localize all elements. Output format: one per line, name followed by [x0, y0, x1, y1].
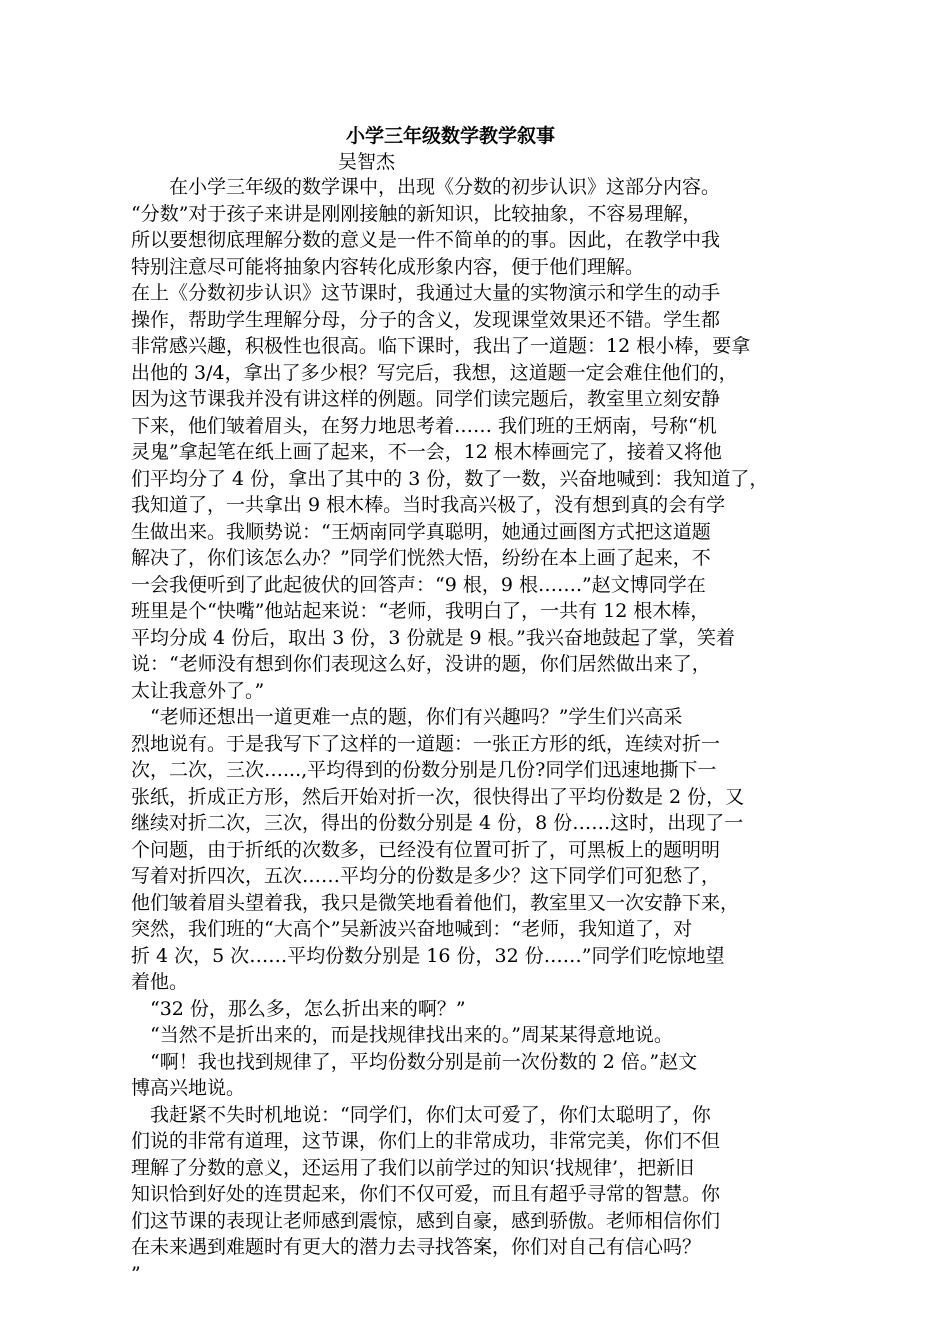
document-body — [131, 174, 821, 1287]
body-line: 突然，我们班的“大高个”吴新波兴奋地喊到：“老师，我知道了，对 — [131, 918, 693, 940]
body-line: 说：“老师没有想到你们表现这么好，没讲的题，你们居然做出来了， — [131, 653, 711, 675]
body-line: 们这节课的表现让老师感到震惊，感到自豪，感到骄傲。老师相信你们 — [131, 1209, 721, 1232]
body-line: 操作，帮助学生理解分母，分子的含义，发现课堂效果还不错。学生都 — [131, 308, 721, 331]
body-line: 在上《分数初步认识》这节课时，我通过大量的实物演示和学生的动手 — [131, 282, 721, 304]
body-line: 平均分成 4 份后，取出 3 份，3 份就是 9 根。”我兴奋地鼓起了掌，笑着 — [131, 626, 735, 649]
body-line: 太让我意外了。” — [131, 679, 265, 702]
document-author: 吴智杰 — [338, 151, 396, 173]
body-line: “啊！我也找到规律了，平均份数分别是前一次份数的 2 倍。”赵文 — [131, 1050, 698, 1073]
body-line: “32 份，那么多，怎么折出来的啊？” — [131, 997, 466, 1020]
body-line: 所以要想彻底理解分数的意义是一件不简单的的事。因此，在教学中我 — [131, 229, 721, 251]
body-line: 着他。 — [131, 971, 189, 993]
body-line: 我赶紧不失时机地说：“同学们，你们太可爱了，你们太聪明了，你 — [131, 1103, 711, 1126]
body-line: “分数”对于孩子来讲是刚刚接触的新知识，比较抽象，不容易理解， — [131, 202, 702, 225]
body-line: 在小学三年级的数学课中，出现《分数的初步认识》这部分内容。 — [131, 176, 721, 198]
body-line: 非常感兴趣，积极性也很高。临下课时，我出了一道题：12 根小棒，要拿 — [131, 335, 751, 357]
body-line: 他们皱着眉头望着我，我只是微笑地看着他们，教室里又一次安静下来， — [131, 891, 740, 914]
body-line: “当然不是折出来的，而是找规律找出来的。”周某某得意地说。 — [131, 1024, 673, 1046]
body-line: 知识恰到好处的连贯起来，你们不仅可爱，而且有超乎寻常的智慧。你 — [131, 1183, 721, 1205]
body-line: “老师还想出一道更难一点的题，你们有兴趣吗？”学生们兴高采 — [131, 706, 683, 728]
body-line: 个问题，由于折纸的次数多，已经没有位置可折了，可黑板上的题明明 — [131, 838, 721, 861]
body-line: 班里是个“快嘴”他站起来说：“老师，我明白了，一共有 12 根木棒， — [131, 600, 710, 622]
body-line: 们平均分了 4 份，拿出了其中的 3 份，数了一数，兴奋地喊到：我知道了， — [131, 467, 769, 490]
body-line: 生做出来。我顺势说：“王炳南同学真聪明，她通过画图方式把这道题 — [131, 520, 711, 543]
body-line: 因为这节课我并没有讲这样的例题。同学们读完题后，教室里立刻安静 — [131, 388, 721, 410]
body-line: 张纸，折成正方形，然后开始对折一次，很快得出了平均份数是 2 份，又 — [131, 785, 745, 808]
document-title: 小学三年级数学教学叙事 — [346, 125, 556, 147]
body-line: 特别注意尽可能将抽象内容转化成形象内容，便于他们理解。 — [131, 255, 645, 278]
body-line: 折 4 次，5 次……平均份数分别是 16 份，32 份……”同学们吃惊地望 — [131, 944, 725, 967]
body-line: 博高兴地说。 — [131, 1077, 246, 1099]
body-line: 下来，他们皱着眉头，在努力地思考着…… 我们班的王炳南，号称“机 — [131, 414, 717, 437]
body-line: ” — [131, 1262, 141, 1285]
body-line: 解决了，你们该怎么办？”同学们恍然大悟，纷纷在本上画了起来，不 — [131, 547, 711, 569]
body-line: 们说的非常有道理，这节课，你们上的非常成功，非常完美，你们不但 — [131, 1130, 721, 1152]
body-line: 灵鬼”拿起笔在纸上画了起来，不一会，12 根木棒画完了，接着又将他 — [131, 441, 722, 463]
body-line: 一会我便听到了此起彼伏的回答声：“9 根，9 根…….”赵文博同学在 — [131, 573, 706, 596]
body-line: 在未来遇到难题时有更大的潜力去寻找答案，你们对自己有信心吗？ — [131, 1236, 702, 1258]
body-line: 烈地说有。于是我写下了这样的一道题：一张正方形的纸，连续对折一 — [131, 732, 721, 755]
body-line: 理解了分数的意义，还运用了我们以前学过的知识‘找规律’，把新旧 — [131, 1156, 695, 1179]
body-line: 我知道了，一共拿出 9 根木棒。当时我高兴极了，没有想到真的会有学 — [131, 494, 726, 516]
body-line: 继续对折二次，三次，得出的份数分别是 4 份，8 份……这时，出现了一 — [131, 812, 744, 834]
body-line: 出他的 3/4，拿出了多少根？写完后，我想，这道题一定会难住他们的， — [131, 361, 738, 384]
body-line: 次，二次，三次…...,平均得到的份数分别是几份?同学们迅速地撕下一 — [131, 759, 717, 781]
body-line: 写着对折四次，五次……平均分的份数是多少？这下同学们可犯愁了， — [131, 865, 721, 887]
